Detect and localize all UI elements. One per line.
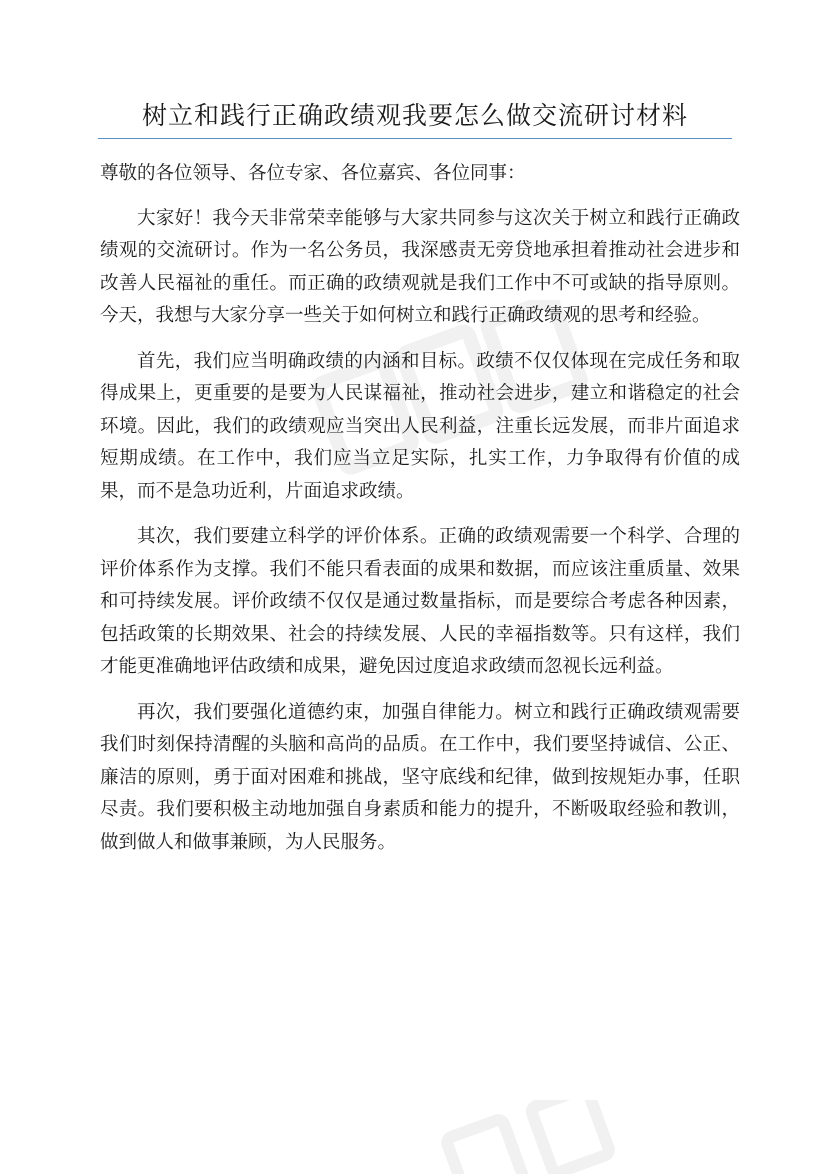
paragraph-first-point: 首先，我们应当明确政绩的内涵和目标。政绩不仅仅体现在完成任务和取得成果上，更重要的是要为人民谋福祉，推动社会进步，建立和谐稳定的社会环境。因此，我们的政绩观应当突出人民利益，注重长远发展，而非片面追求短期成绩。在工作中，我们应当立足实际，扎实工作，力争取得有价值的成果，而不是急功近利，片面追求政绩。 — [100, 350, 740, 502]
paragraph-third-point: 再次，我们要强化道德约束，加强自律能力。树立和践行正确政绩观需要我们时刻保持清醒的头脑和高尚的品质。在工作中，我们要坚持诚信、公正、廉洁的原则，勇于面对困难和挑战，坚守底线和纪律，做到按规矩办事，任职尽责。我们要积极主动地加强自身素质和能力的提升，不断吸取经验和教训，做到做人和做事兼顾，为人民服务。 — [100, 701, 740, 853]
paragraph-second-point: 其次，我们要建立科学的评价体系。正确的政绩观需要一个科学、合理的评价体系作为支撑。我们不能只看表面的成果和数据，而应该注重质量、效果和可持续发展。评价政绩不仅仅是通过数量指标，而是要综合考虑各种因素，包括政策的长期效果、社会的持续发展、人民的幸福指数等。只有这样，我们才能更准确地评估政绩和成果，避免因过度追求政绩而忽视长远利益。 — [100, 526, 740, 677]
document-title: 树立和践行正确政绩观我要怎么做交流研讨材料 — [141, 101, 688, 130]
watermark-graphic-bottom — [430, 1100, 630, 1174]
title-underline — [98, 138, 732, 139]
salutation: 尊敬的各位领导、各位专家、各位嘉宾、各位同事： — [100, 163, 526, 184]
document-body — [100, 158, 740, 872]
paragraph-intro: 大家好！我今天非常荣幸能够与大家共同参与这次关于树立和践行正确政绩观的交流研讨。作为一名公务员，我深感责无旁贷地承担着推动社会进步和改善人民福祉的重任。而正确的政绩观就是我们工作中不可或缺的指导原则。今天，我想与大家分享一些关于如何树立和践行正确政绩观的思考和经验。 — [100, 207, 740, 326]
